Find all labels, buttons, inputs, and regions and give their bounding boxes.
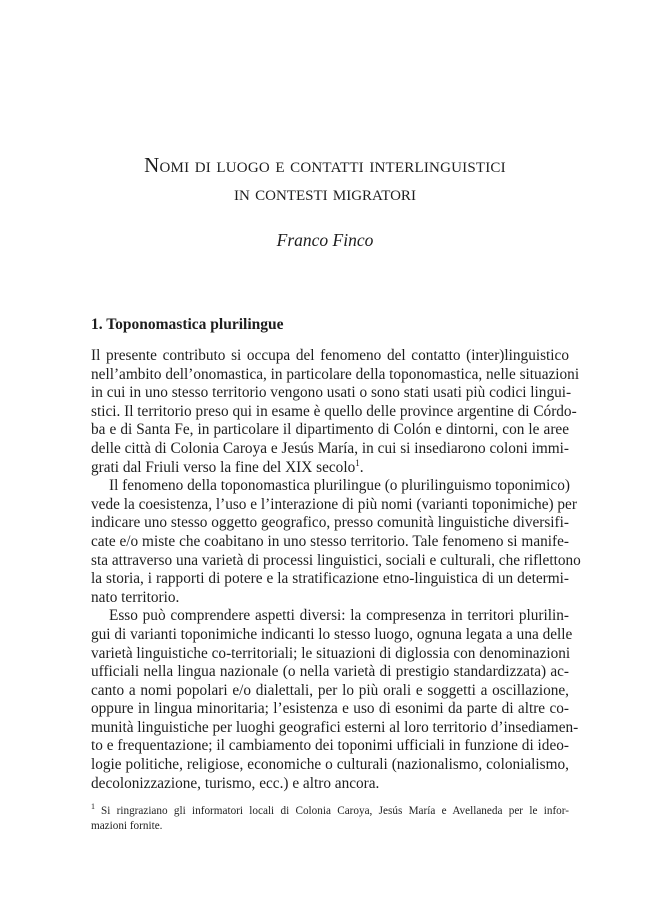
paragraph-1 [91,347,580,477]
text-line: logie politiche, religiose, economiche o culturali (nazionalismo, colonialismo, [91,756,569,774]
text-line: oppure in lingua minoritaria; l’esistenza e uso di esonimi da parte di altre co- [91,700,569,718]
sentence-end: . [359,458,364,476]
text-line [91,459,569,478]
text-line: Il presente contributo si occupa del fenomeno del contatto (inter)linguistico [91,347,569,364]
text-line: indicare uno stesso oggetto geografico, presso comunità linguistiche diversifi- [91,514,569,532]
text-line: in cui in uno stesso territorio vengono usati o sono stati usati più codici lingui- [91,384,572,402]
paragraph-2 [91,477,581,607]
text-line: canto a nomi popolari e/o dialettali, per lo più orali e soggetti a oscillazione, [91,681,569,699]
text-line: decolonizzazione, turismo, ecc.) e altro ancora. [91,774,380,792]
text-line: varietà linguistiche co-territoriali; le situazioni di diglossia con denominazioni [91,644,571,662]
footnote-line [91,804,569,819]
text-line: Il fenomeno della toponomastica plurilingue (o plurilinguismo toponimico) [109,477,570,495]
text-line: Esso può comprendere aspetti diversi: la compresenza in territori plurilin- [109,607,569,625]
text-line: la storia, i rapporti di potere e la stratificazione etno-linguistica di un determi- [91,570,569,588]
text-line: gui di varianti toponimiche indicanti lo stesso luogo, ognuna legata a una delle [91,625,573,643]
text-line: munità linguistiche per luoghi geografici esterni al loro territorio d’insediamen- [91,718,579,736]
text-line: ufficiali nella lingua nazionale (o nella varietà di prestigio standardizzata) ac- [91,663,569,681]
footnote-reference[interactable]: 1 [355,457,360,468]
paragraph-3 [91,607,579,793]
section-heading: 1. Toponomastica plurilingue [91,316,284,333]
text-line: to e frequentazione; il cambiamento dei toponimi ufficiali in funzione di ideo- [91,737,569,755]
text-line: cate e/o miste che coabitano in uno stesso territorio. Tale fenomeno si manife- [91,532,569,550]
text-line-content: grati dal Friuli verso la fine del XIX secolo [91,458,356,476]
text-line: vede la coesistenza, l’uso e l’interazione di più nomi (varianti toponimiche) per [91,495,577,513]
body-text [91,347,581,793]
footnote-number: 1 [91,802,95,812]
footnote-line: mazioni fornite. [91,820,163,832]
chapter-title-line-1: Nomi di luogo e contatti interlinguistici [144,153,506,177]
footnote-text: Si ringraziano gli informatori locali di Colonia Caroya, Jesús María e Avellaneda per le infor- [101,805,569,817]
author-name: Franco Finco [276,230,374,250]
text-line: delle città di Colonia Caroya e Jesús María, in cui si insediarono coloni immi- [91,439,569,457]
chapter-title-line-2: in contesti migratori [234,181,416,205]
text-line: ba e di Santa Fe, in particolare il dipartimento di Colón e dintorni, con le aree [91,421,569,439]
text-line: nell’ambito dell’onomastica, in particolare della toponomastica, nelle situazioni [91,365,580,383]
text-line: nato territorio. [91,588,180,606]
text-line: stici. Il territorio preso qui in esame è quello delle province argentine di Córdo- [91,402,577,420]
footnote [91,804,569,834]
text-line: sta attraverso una varietà di processi linguistici, sociali e culturali, che riflettono [91,551,581,569]
